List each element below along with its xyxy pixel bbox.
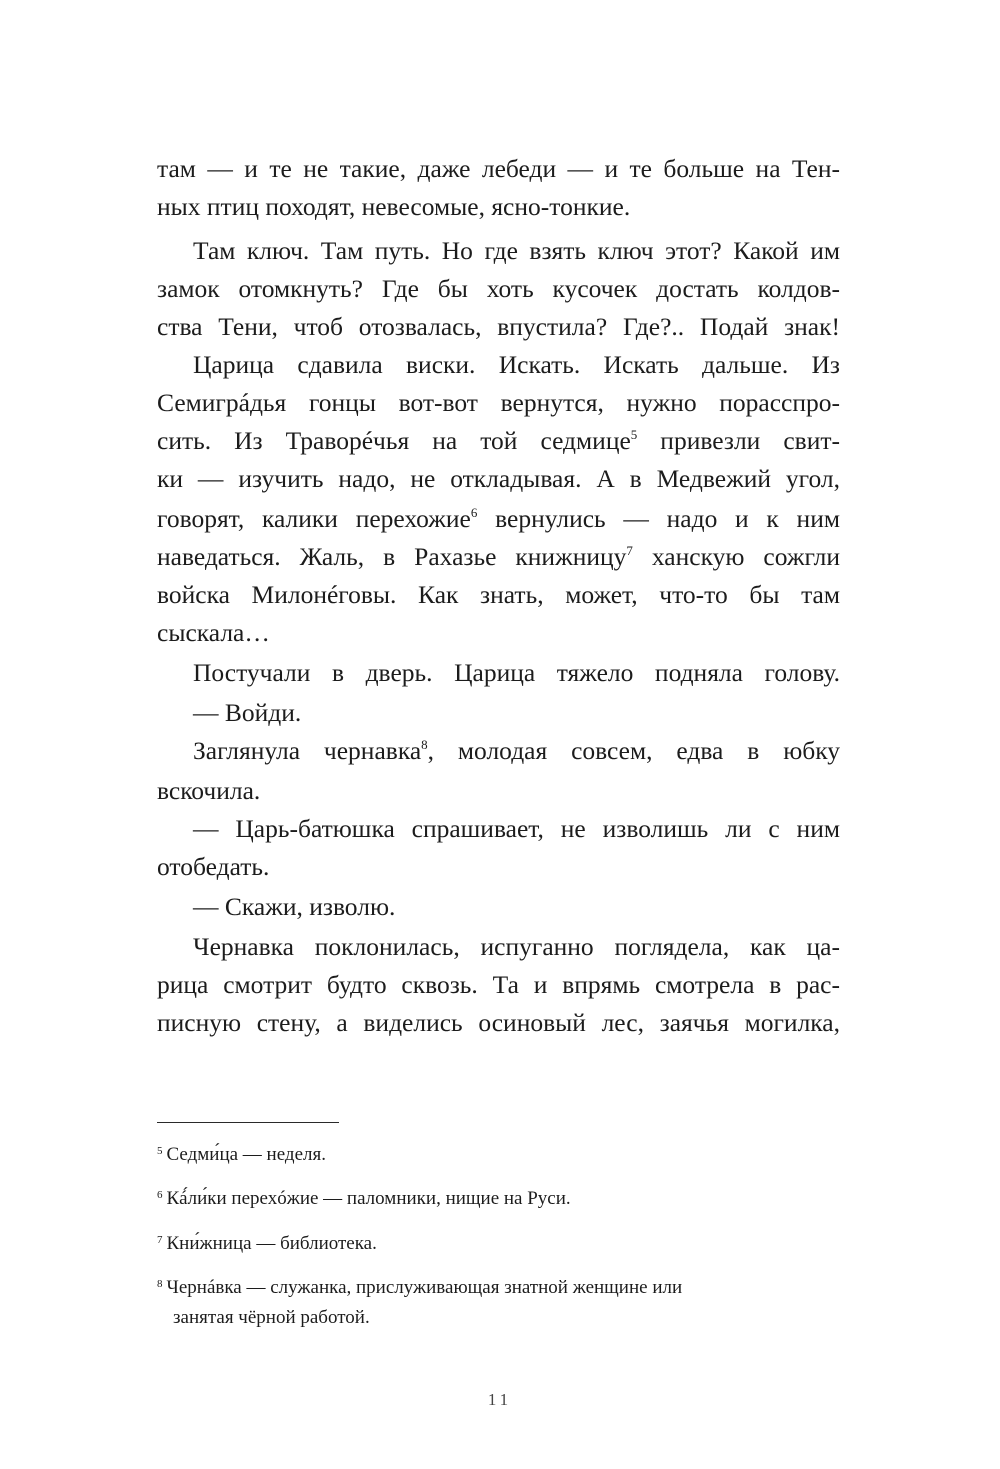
text-line: там — и те не такие, даже лебеди — и те больше на Тен- bbox=[157, 154, 840, 183]
footnote: $^7$ Кни́жница — библиотека. bbox=[157, 1233, 377, 1254]
text-line: Царица сдавила виски. Искать. Искать дальше. Из bbox=[193, 350, 840, 379]
footnote-ref: 7 bbox=[626, 543, 633, 558]
text-line: вскочила. bbox=[157, 776, 261, 805]
text-line: сыскала… bbox=[157, 618, 270, 647]
footnote-ref: 5 bbox=[630, 427, 638, 442]
footnote-divider bbox=[157, 1122, 339, 1123]
text-line: наведаться. Жаль, в Рахазье книжницу$^7$ ханскую сожгли bbox=[157, 542, 840, 571]
text-line: сить. Из Траворéчья на той седмице$^5$ привезли свит- bbox=[157, 426, 840, 455]
text-line: войска Милонéговы. Как знать, может, что-то бы там bbox=[157, 580, 840, 609]
text-line: замок отомкнуть? Где бы хоть кусочек достать колдов- bbox=[157, 274, 840, 303]
text-line: Чернавка поклонилась, испуганно поглядела, как ца- bbox=[193, 932, 840, 961]
text-line: отобедать. bbox=[157, 852, 270, 881]
text-line: ных птиц походят, невесомые, ясно-тонкие. bbox=[157, 192, 631, 221]
text-line: рица смотрит будто сквозь. Та и впрямь смотрела в рас- bbox=[157, 970, 840, 999]
footnote-ref: 8 bbox=[421, 737, 428, 752]
text-line: ки — изучить надо, не откладывая. А в Медвежий угол, bbox=[157, 464, 840, 493]
footnote-ref: 6 bbox=[470, 505, 478, 520]
text-line: Семигрáдья гонцы вот-вот вернутся, нужно порасспро- bbox=[157, 388, 840, 417]
text-line: Там ключ. Там путь. Но где взять ключ этот? Какой им bbox=[193, 236, 840, 265]
page-number: 11 bbox=[487, 1390, 513, 1409]
text-line: — Скажи, изволю. bbox=[193, 892, 396, 921]
text-line: писную стену, а виделись осиновый лес, заячья могилка, bbox=[157, 1008, 840, 1037]
text-line: — Войди. bbox=[193, 698, 302, 727]
text-line: Постучали в дверь. Царица тяжело подняла голову. bbox=[193, 658, 840, 687]
footnote-continuation: занятая чёрной работой. bbox=[173, 1307, 370, 1328]
text-line: — Царь-батюшка спрашивает, не изволишь ли с ним bbox=[193, 814, 840, 843]
footnote: $^5$ Седми́ца — неделя. bbox=[157, 1144, 326, 1165]
text-line: говорят, калики перехожие$^6$ вернулись — надо и к ним bbox=[157, 504, 840, 533]
text-line: ства Тени, чтоб отозвалась, впустила? Где?.. Подай знак! bbox=[157, 312, 840, 341]
text-line: Заглянула чернавка$^8$, молодая совсем, едва в юбку bbox=[193, 736, 840, 765]
footnote: $^8$ Чернáвка — служанка, прислуживающая знатной женщине или bbox=[157, 1277, 683, 1298]
footnote: $^6$ Кá́ли́ки перехóжие — паломники, нищие на Руси. bbox=[157, 1188, 571, 1209]
